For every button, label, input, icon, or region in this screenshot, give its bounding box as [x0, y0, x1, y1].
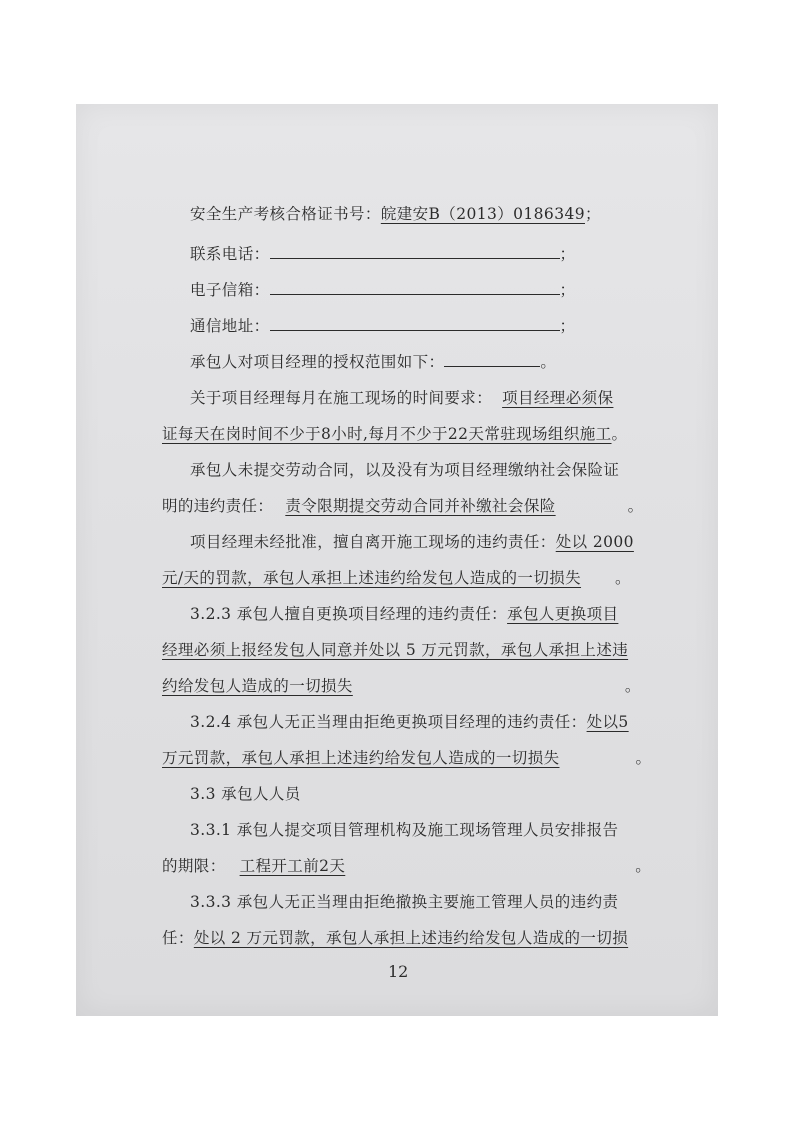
clause-3-3-1-label: 的期限： [162, 857, 226, 875]
clause-3-2-3-value: 承包人更换项目 [507, 605, 619, 623]
address-label: 通信地址： [190, 317, 270, 335]
clause-3-2-4-value: 处以5 [586, 713, 629, 731]
time-requirement-value-cont: 证每天在岗时间不少于8小时,每月不少于22天常驻现场组织施工 [162, 425, 612, 443]
labor-contract-line-1 [190, 460, 619, 480]
punct: 。 [611, 425, 628, 443]
clause-3-3-3-line-1 [190, 892, 618, 912]
cert-number-label: 安全生产考核合格证书号： [190, 205, 381, 223]
time-requirement-value: 项目经理必须保 [502, 389, 614, 407]
clause-3-2-3-line-1 [190, 604, 618, 624]
clause-3-3-1-line-2 [162, 856, 651, 876]
authorization-label: 承包人对项目经理的授权范围如下： [190, 353, 445, 371]
address-blank [270, 315, 560, 331]
leave-site-value: 处以 2000 [555, 533, 634, 551]
clause-3-3-3-line-2 [162, 928, 628, 948]
labor-contract-text: 承包人未提交劳动合同，以及没有为项目经理缴纳社会保险证 [190, 461, 620, 479]
punct: ； [584, 205, 601, 223]
cert-number-value: 皖建安B（2013）0186349 [380, 205, 585, 223]
punct: 。 [615, 569, 631, 587]
labor-contract-label: 明的违约责任： [162, 497, 274, 515]
clause-3-3-1-line-1 [190, 820, 618, 840]
punct: ； [559, 245, 576, 263]
punct: ； [559, 281, 576, 299]
clause-3-2-4-line-2 [162, 748, 651, 768]
phone-blank [270, 243, 560, 259]
section-3-3-heading [190, 784, 301, 804]
punct: 。 [627, 497, 644, 515]
punct: 。 [635, 749, 652, 767]
section-3-3-title: 3.3 承包人人员 [190, 785, 301, 803]
leave-site-line-2 [162, 568, 631, 588]
punct: 。 [635, 857, 652, 875]
clause-3-2-3-value-cont: 经理必须上报经发包人同意并处以 5 万元罚款，承包人承担上述违 [162, 641, 629, 659]
time-requirement-label: 关于项目经理每月在施工现场的时间要求： [190, 389, 493, 407]
leave-site-value-cont: 元/天的罚款，承包人承担上述违约给发包人造成的一切损失 [162, 569, 582, 587]
time-requirement-line-1 [190, 388, 613, 408]
document-page [76, 104, 718, 1016]
email-label: 电子信箱： [190, 281, 270, 299]
clause-3-3-3-value: 处以 2 万元罚款，承包人承担上述违约给发包人造成的一切损 [193, 929, 629, 947]
address-line [190, 315, 575, 336]
punct: 。 [540, 353, 557, 371]
clause-3-2-4-value-cont: 万元罚款，承包人承担上述违约给发包人造成的一切损失 [162, 749, 560, 767]
email-blank [270, 279, 560, 295]
authorization-blank [444, 351, 540, 367]
authorization-line [190, 351, 556, 372]
clause-3-3-1-value: 工程开工前2天 [239, 857, 346, 875]
leave-site-label: 项目经理未经批准，擅自离开施工现场的违约责任： [190, 533, 556, 551]
clause-3-2-4-label: 3.2.4 承包人无正当理由拒绝更换项目经理的违约责任： [190, 713, 587, 731]
phone-label: 联系电话： [190, 245, 270, 263]
leave-site-line-1 [190, 532, 634, 552]
clause-3-2-3-label: 3.2.3 承包人擅自更换项目经理的违约责任： [190, 605, 508, 623]
clause-3-2-3-line-3 [162, 676, 641, 696]
clause-3-3-3-text: 3.3.3 承包人无正当理由拒绝撤换主要施工管理人员的违约责 [190, 893, 619, 911]
clause-3-2-3-value-end: 约给发包人造成的一切损失 [162, 677, 353, 695]
time-requirement-line-2 [162, 424, 627, 444]
punct: ； [559, 317, 576, 335]
clause-3-2-3-line-2 [162, 640, 628, 660]
email-line [190, 279, 575, 300]
labor-contract-line-2 [162, 496, 644, 516]
punct: 。 [624, 677, 641, 695]
phone-line [190, 243, 575, 264]
clause-3-2-4-line-1 [190, 712, 629, 732]
page-number: 12 [388, 962, 409, 981]
clause-3-3-1-text: 3.3.1 承包人提交项目管理机构及施工现场管理人员安排报告 [190, 821, 619, 839]
labor-contract-value: 责令限期提交劳动合同并补缴社会保险 [285, 497, 556, 515]
clause-3-3-3-label: 任： [162, 929, 194, 947]
cert-number-line [190, 204, 601, 224]
